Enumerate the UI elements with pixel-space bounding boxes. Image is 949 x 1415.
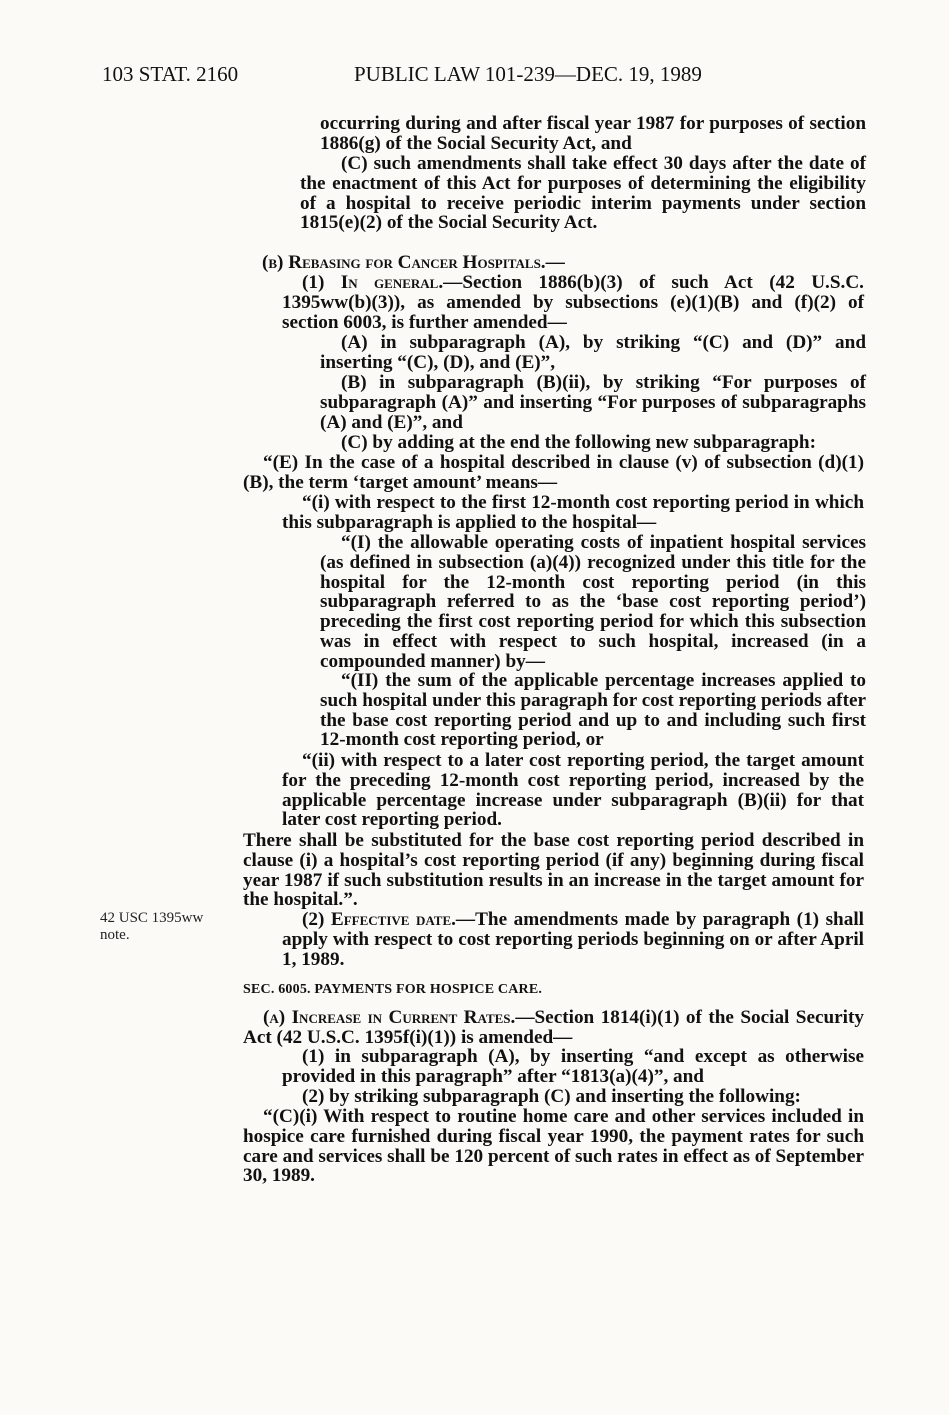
subsection-b-label: (b) Rebasing for Cancer Hospitals.— xyxy=(262,252,565,273)
section-6005-heading: SEC. 6005. PAYMENTS FOR HOSPICE CARE. xyxy=(243,982,543,997)
paragraph-b2 xyxy=(282,910,864,969)
paragraph-a2: (2) by striking subparagraph (C) and inserting the following: xyxy=(302,1086,801,1107)
paragraph-b1-B: (B) in subparagraph (B)(ii), by striking “For purposes of subparagraph (A)” and inserting “For purposes of subparagraphs (A) and (E)”, and xyxy=(320,372,866,433)
subsection-b-heading xyxy=(262,253,862,273)
margin-note-line2: note. xyxy=(100,927,130,943)
paragraph-E: “(E) In the case of a hospital described in clause (v) of subsection (d)(1)(B), the term ‘target amount’ means— xyxy=(243,452,864,493)
paragraph-b1-text: —Section 1886(b)(3) of such Act (42 U.S.C. 1395ww(b)(3)), as amended by subsections (e)(1)(B) and (f)(2) of section 6003, is further amended— xyxy=(282,272,864,333)
paragraph-b1-label: (1) In general. xyxy=(302,272,444,293)
public-law-title: PUBLIC LAW 101-239—DEC. 19, 1989 xyxy=(354,62,702,86)
subsection-a-text: —Section 1814(i)(1) of the Social Security Act (42 U.S.C. 1395f(i)(1)) is amended— xyxy=(243,1007,865,1048)
paragraph-E-i: “(i) with respect to the first 12-month cost reporting period in which this subparagraph is applied to the hospital— xyxy=(282,492,864,533)
paragraph-E-i-II: “(II) the sum of the applicable percentage increases applied to such hospital under this paragraph for cost reporting periods after the base cost reporting period and up to and including such first 12-month cost reporting period, or xyxy=(320,670,866,751)
margin-note-line1: 42 USC 1395ww xyxy=(100,910,204,926)
paragraph-b1-A: (A) in subparagraph (A), by striking “(C) and (D)” and inserting “(C), (D), and (E)”, xyxy=(320,332,866,373)
margin-note xyxy=(100,910,203,944)
paragraph-b2-text: —The amendments made by paragraph (1) shall apply with respect to cost reporting periods beginning on or after April 1, 1989. xyxy=(282,909,864,970)
paragraph-substitution: There shall be substituted for the base cost reporting period described in clause (i) a hospital’s cost reporting period (if any) beginning during fiscal year 1987 if such substitution results in an increase in the target amount for the hospital.”. xyxy=(243,830,864,911)
paragraph-b1-C: (C) by adding at the end the following new subparagraph: xyxy=(341,432,816,453)
paragraph-2-text: (C) such amendments shall take effect 30 days after the date of the enactment of this Act for purposes of determining the eligibility of a hospital to receive periodic interim payments under section 1815(e)(2) of the Social Security Act. xyxy=(300,153,866,234)
paragraph-E-ii: “(ii) with respect to a later cost reporting period, the target amount for the preceding 12-month cost reporting period, increased by the applicable percentage increase under subparagraph (B)(ii) for that later cost reporting period. xyxy=(282,750,864,831)
paragraph-b1 xyxy=(282,273,864,332)
paragraph-E-i-I: “(I) the allowable operating costs of inpatient hospital services (as defined in subsection (a)(4)) recognized under this title for the hospital for the 12-month cost reporting period (in this subparagraph referred to as the ‘base cost reporting period’) preceding the first cost reporting period for which this subsection was in effect with respect to such hospital, increased (in a compounded manner) by— xyxy=(320,532,866,672)
paragraph-a1: (1) in subparagraph (A), by inserting “and except as otherwise provided in this paragraph” after “1813(a)(4)”, and xyxy=(282,1046,864,1087)
paragraph-1: occurring during and after fiscal year 1987 for purposes of section 1886(g) of the Social Security Act, and xyxy=(320,113,866,154)
subsection-a xyxy=(243,1008,864,1048)
paragraph-2 xyxy=(300,154,866,233)
subsection-a-label: (a) Increase in Current Rates. xyxy=(263,1007,516,1028)
page-header xyxy=(0,62,949,90)
paragraph-Ci: “(C)(i) With respect to routine home care and other services included in hospice care furnished during fiscal year 1990, the payment rates for such care and services shall be 120 percent of such rates in effect as of September 30, 1989. xyxy=(243,1106,864,1187)
paragraph-b2-label: (2) Effective date. xyxy=(302,909,456,930)
statute-page-number: 103 STAT. 2160 xyxy=(102,62,239,86)
